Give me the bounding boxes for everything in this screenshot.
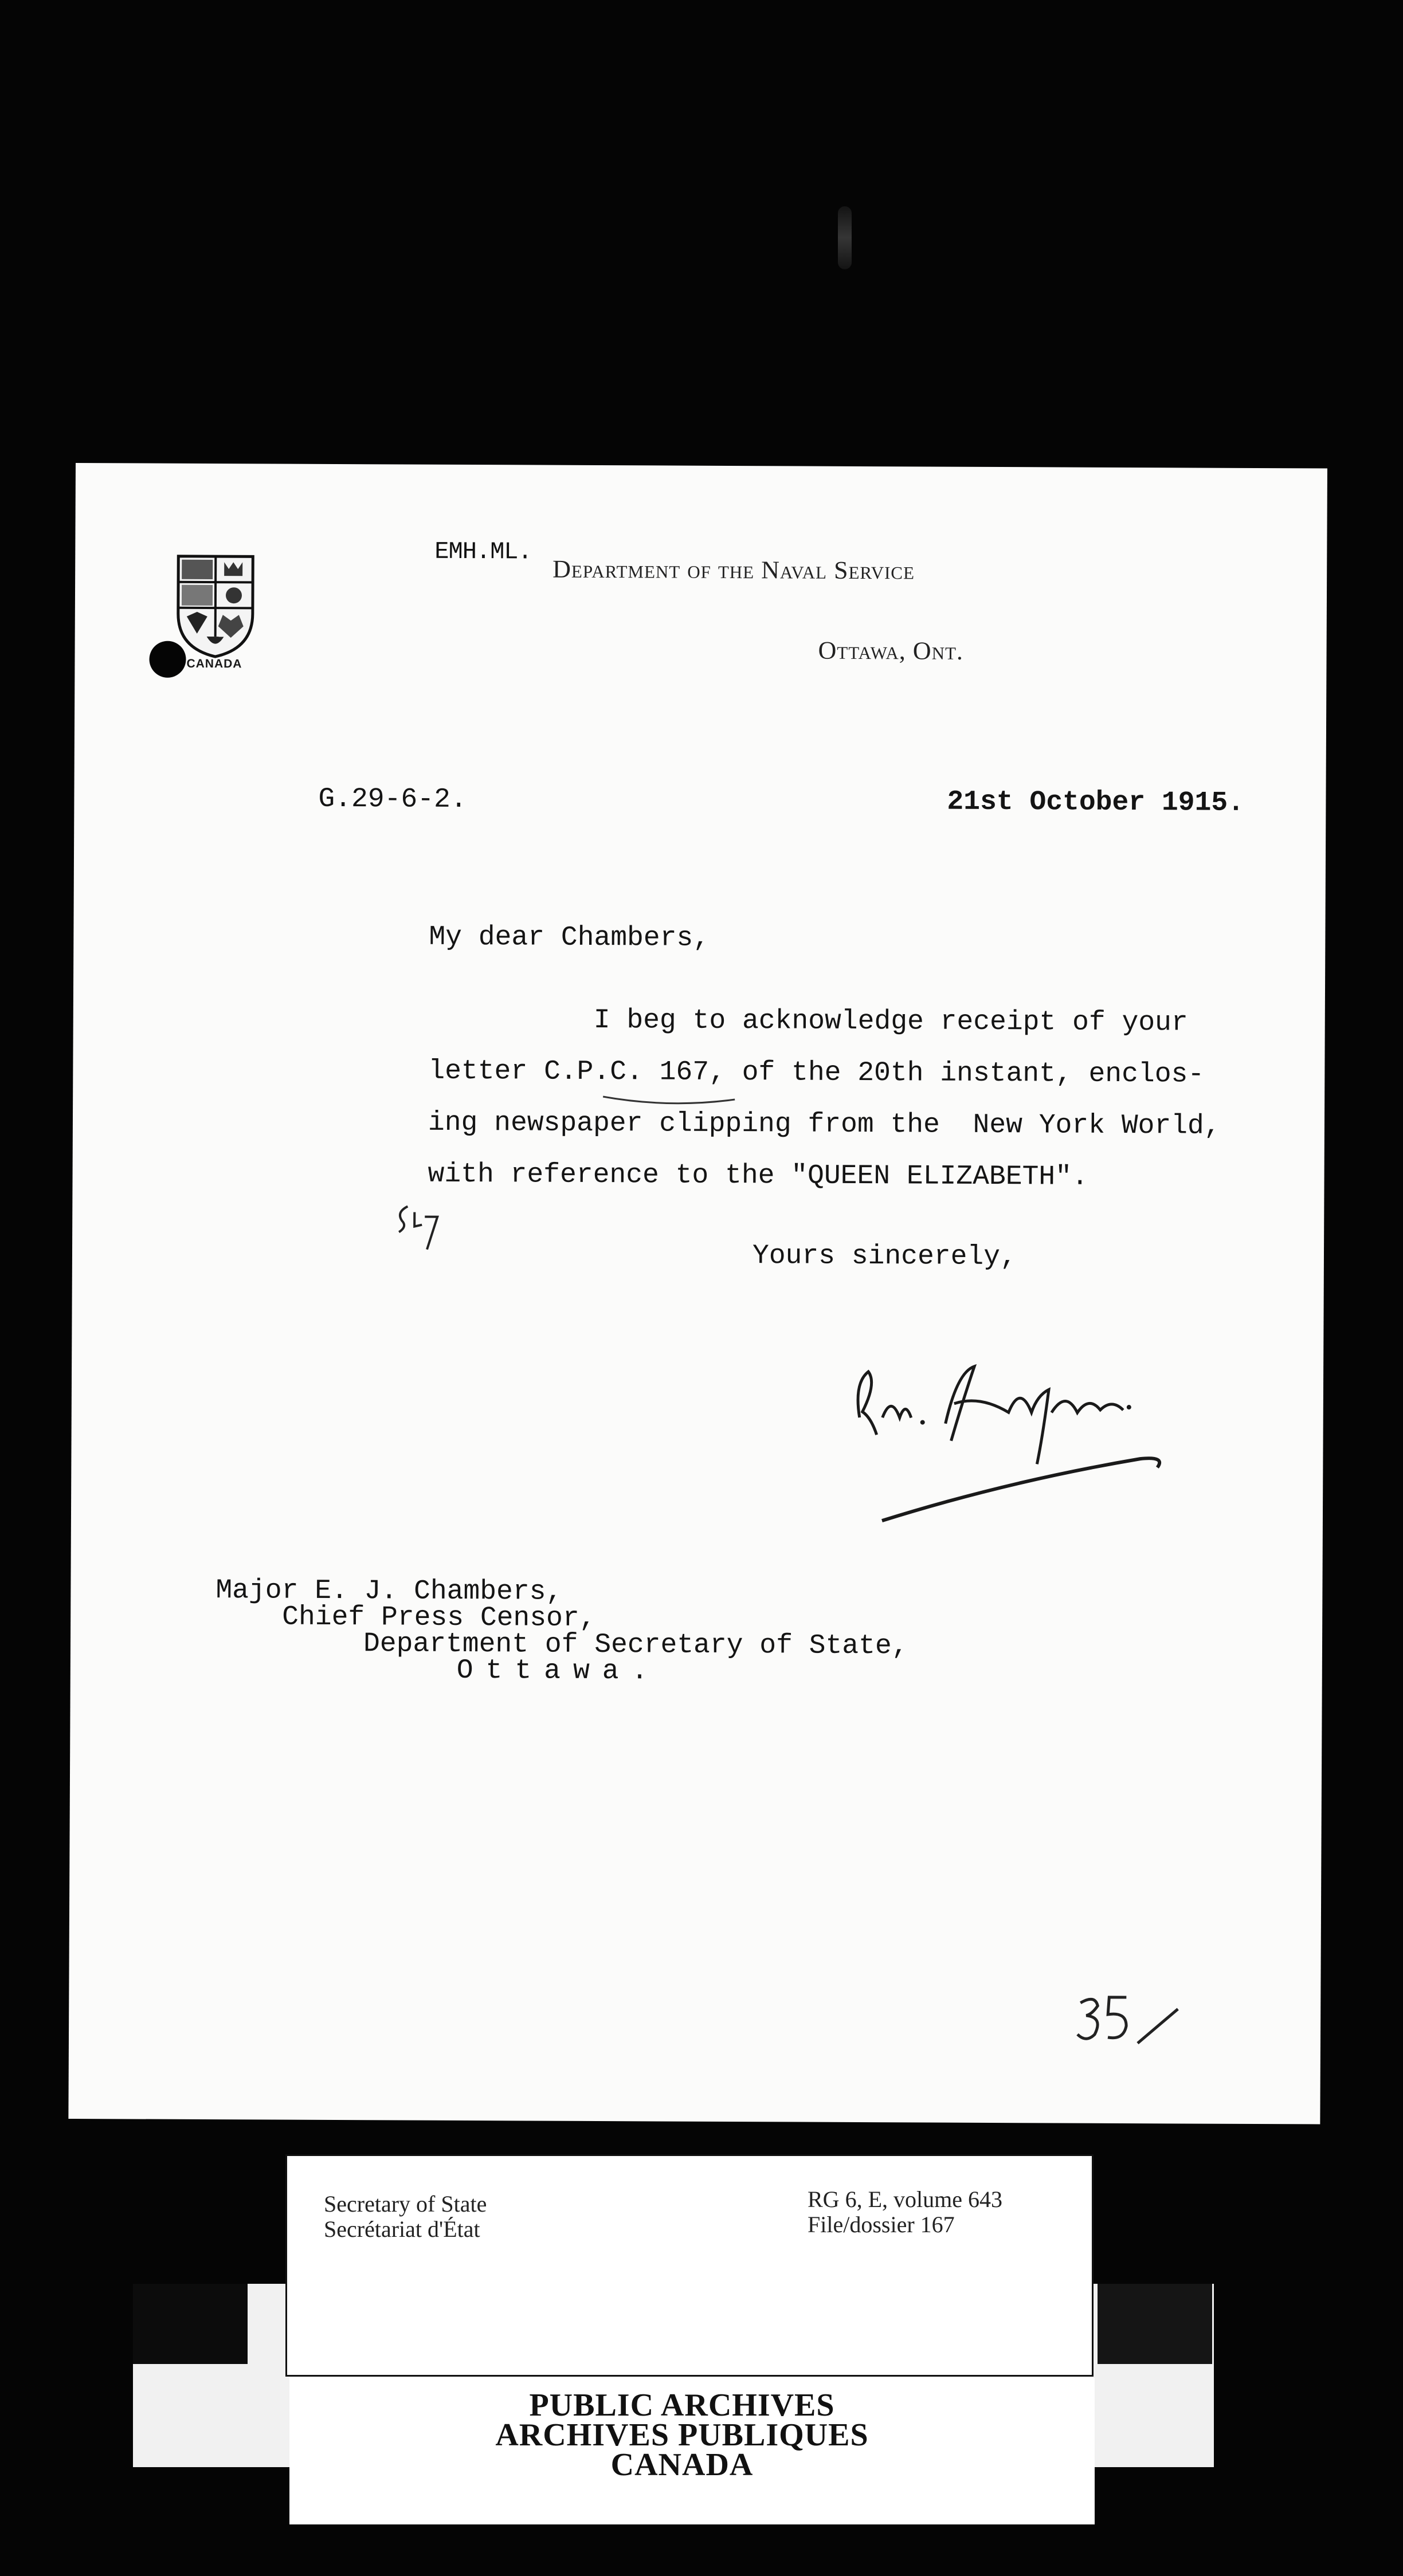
fonds-english: Secretary of State	[324, 2191, 487, 2217]
letter-page	[68, 463, 1327, 2125]
record-group-reference: RG 6, E, volume 643	[808, 2186, 1002, 2212]
department-heading: Department of the Naval Service	[552, 555, 915, 585]
typist-initials: EMH.ML.	[434, 537, 532, 566]
address-line: Department of Secretary of State,	[363, 1628, 908, 1662]
archive-stamp-line: PUBLIC ARCHIVES	[529, 2387, 835, 2423]
address-line: Major E. J. Chambers,	[215, 1575, 563, 1608]
archive-label	[285, 2154, 1094, 2377]
archive-box-shadow	[1098, 2284, 1212, 2364]
body-line: ing newspaper clipping from the New York World,	[428, 1107, 1221, 1142]
body-line: letter C.P.C. 167, of the 20th instant, enclos-	[428, 1055, 1205, 1090]
handwritten-signature	[836, 1349, 1192, 1540]
body-line: with reference to the "QUEEN ELIZABETH".	[428, 1159, 1088, 1193]
film-artifact	[838, 206, 852, 269]
body-line: I beg to acknowledge receipt of your	[593, 1004, 1188, 1039]
address-line: Chief Press Censor,	[282, 1601, 596, 1634]
archive-stamp-line: CANADA	[610, 2447, 754, 2483]
crest-caption: CANADA	[186, 657, 242, 671]
salutation: My dear Chambers,	[429, 921, 710, 954]
file-number: File/dossier 167	[808, 2212, 955, 2237]
archive-stamp-line: ARCHIVES PUBLIQUES	[495, 2417, 869, 2453]
margin-note	[390, 1195, 453, 1258]
handwritten-underline	[600, 1091, 738, 1109]
closing: Yours sincerely,	[752, 1240, 1017, 1273]
canada-coat-of-arms-icon	[173, 551, 259, 660]
file-reference: G.29-6-2.	[318, 783, 467, 815]
folio-number	[1063, 1980, 1196, 2061]
letter-date: 21st October 1915.	[947, 786, 1245, 819]
punch-hole	[149, 641, 186, 678]
fonds-french: Secrétariat d'État	[324, 2216, 480, 2242]
address-line: Ottawa.	[456, 1655, 661, 1687]
letterhead-city: Ottawa, Ont.	[818, 636, 964, 665]
archive-box-shadow	[133, 2284, 248, 2364]
